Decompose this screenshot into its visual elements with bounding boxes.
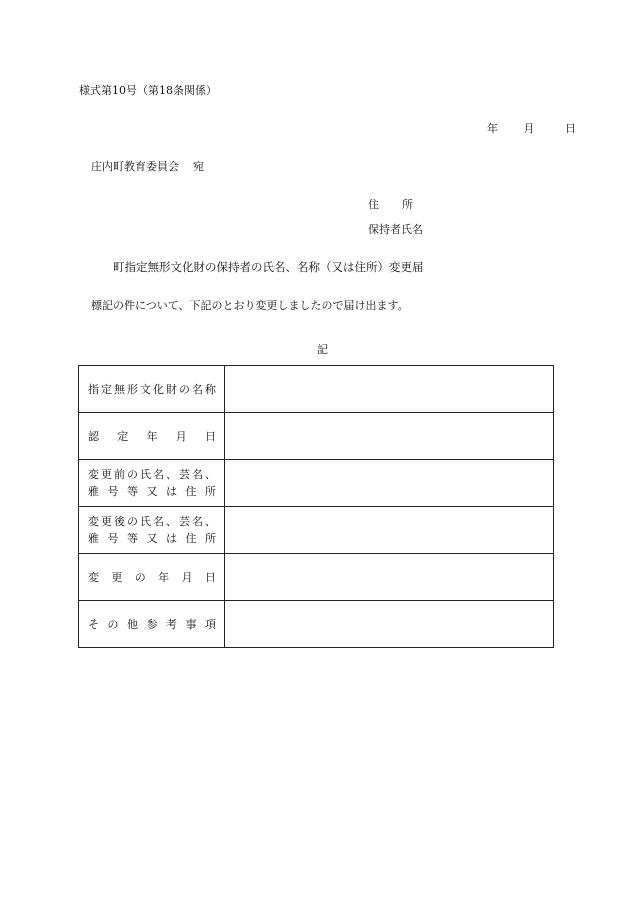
row-label-char: 事	[185, 617, 197, 631]
row-value-field[interactable]	[225, 366, 554, 413]
row-label-char: 更	[111, 570, 123, 584]
row-label-char: 無	[114, 382, 125, 396]
row-label-char: 後	[114, 515, 125, 528]
row-label	[79, 507, 225, 554]
row-label-line	[88, 428, 216, 445]
row-label-char: 変	[88, 468, 99, 481]
row-label-char: 年	[146, 429, 158, 443]
row-label-char: 氏	[140, 468, 151, 481]
row-label-line	[88, 513, 216, 530]
row-label-char: の	[134, 570, 146, 584]
row-label-char: 日	[205, 429, 216, 443]
row-label-line	[88, 381, 216, 398]
row-label-char: 名	[192, 515, 203, 528]
row-label-char: 称	[205, 382, 216, 396]
record-table	[78, 365, 554, 648]
row-label-char: 、	[166, 515, 177, 528]
row-label-char: そ	[88, 617, 99, 631]
address-label	[368, 196, 413, 212]
row-label-char: の	[179, 382, 190, 396]
row-label-line	[88, 616, 216, 633]
row-label-char: の	[107, 617, 119, 631]
date-year-label: 年	[487, 122, 498, 135]
row-label-line	[88, 530, 216, 547]
document-title: 町指定無形文化財の保持者の氏名、名称（又は住所）変更届	[113, 260, 424, 274]
row-label-char: 名	[153, 515, 164, 528]
row-label-char: 名	[192, 468, 203, 481]
row-label-char: 参	[146, 617, 158, 631]
row-label-char: 氏	[140, 515, 151, 528]
row-label-char: 財	[166, 382, 177, 396]
table-row	[79, 366, 554, 413]
row-label-char: 定	[101, 382, 112, 396]
row-label-char: の	[127, 515, 138, 528]
row-label-char: 雅	[88, 532, 99, 545]
date-day-label: 日	[565, 122, 576, 135]
row-label-char: の	[127, 468, 138, 481]
row-label-char: 名	[153, 468, 164, 481]
row-value-field[interactable]	[225, 413, 554, 460]
ki-heading: 記	[317, 343, 328, 356]
form-number: 様式第10号（第18条関係）	[79, 84, 217, 97]
row-label-char: 考	[166, 617, 177, 631]
row-label-char: 化	[153, 382, 164, 396]
row-label-char: 変	[88, 515, 99, 528]
holder-name-label: 保持者氏名	[368, 223, 423, 236]
row-label-char: 等	[127, 532, 138, 545]
row-label-char: 又	[146, 485, 158, 498]
table-row	[79, 460, 554, 507]
table-row	[79, 554, 554, 601]
row-label-char: 他	[127, 617, 138, 631]
addressee-suffix: 宛	[193, 160, 204, 173]
row-label-char: 住	[185, 485, 197, 498]
row-label-char: 住	[185, 532, 197, 545]
row-label-char: 指	[88, 382, 99, 396]
row-label-char: 、	[205, 468, 216, 481]
row-label-char: 所	[205, 485, 216, 498]
row-label-char: 号	[107, 485, 119, 498]
intro-text: 標記の件について、下記のとおり変更しましたので届け出ます。	[91, 299, 409, 312]
date-month-label: 月	[523, 122, 535, 135]
row-label-char: は	[166, 485, 177, 498]
row-label-line	[88, 483, 216, 500]
row-label-char: 月	[181, 570, 193, 584]
row-label-char: 芸	[179, 468, 190, 481]
row-label-char: 、	[166, 468, 177, 481]
row-label	[79, 554, 225, 601]
row-label	[79, 601, 225, 648]
row-value-field[interactable]	[225, 507, 554, 554]
row-value-field[interactable]	[225, 554, 554, 601]
row-label-char: 等	[127, 485, 138, 498]
row-label-char: 雅	[88, 485, 99, 498]
row-label-char: 更	[101, 515, 112, 528]
row-label-line	[88, 466, 216, 483]
row-label-char: 更	[101, 468, 112, 481]
row-label-char: 芸	[179, 515, 190, 528]
addressee	[91, 158, 204, 174]
row-label-char: 号	[107, 532, 119, 545]
row-label-char: 所	[205, 532, 216, 545]
row-label-char: 定	[117, 429, 129, 443]
row-label-char: 年	[158, 570, 170, 584]
table-row	[79, 507, 554, 554]
table-row	[79, 413, 554, 460]
address-label-char: 所	[402, 198, 413, 211]
table-row	[79, 601, 554, 648]
row-label-char: 形	[127, 382, 138, 396]
row-value-field[interactable]	[225, 460, 554, 507]
date-line	[487, 120, 576, 136]
row-label-char: 項	[205, 617, 216, 631]
row-label-char: 月	[175, 429, 187, 443]
row-label-char: 認	[88, 429, 99, 443]
row-label-char: 文	[140, 382, 151, 396]
row-label-char: 名	[192, 382, 203, 396]
addressee-name: 庄内町教育委員会	[91, 160, 179, 173]
row-label-char: は	[166, 532, 177, 545]
address-label-char: 住	[368, 198, 379, 211]
row-label-char: 日	[204, 570, 216, 584]
row-label-char: 、	[205, 515, 216, 528]
row-label	[79, 460, 225, 507]
row-label-line	[88, 569, 216, 586]
row-label-char: 又	[146, 532, 158, 545]
row-label	[79, 366, 225, 413]
row-value-field[interactable]	[225, 601, 554, 648]
row-label-char: 前	[114, 468, 125, 481]
row-label	[79, 413, 225, 460]
row-label-char: 変	[88, 570, 99, 584]
